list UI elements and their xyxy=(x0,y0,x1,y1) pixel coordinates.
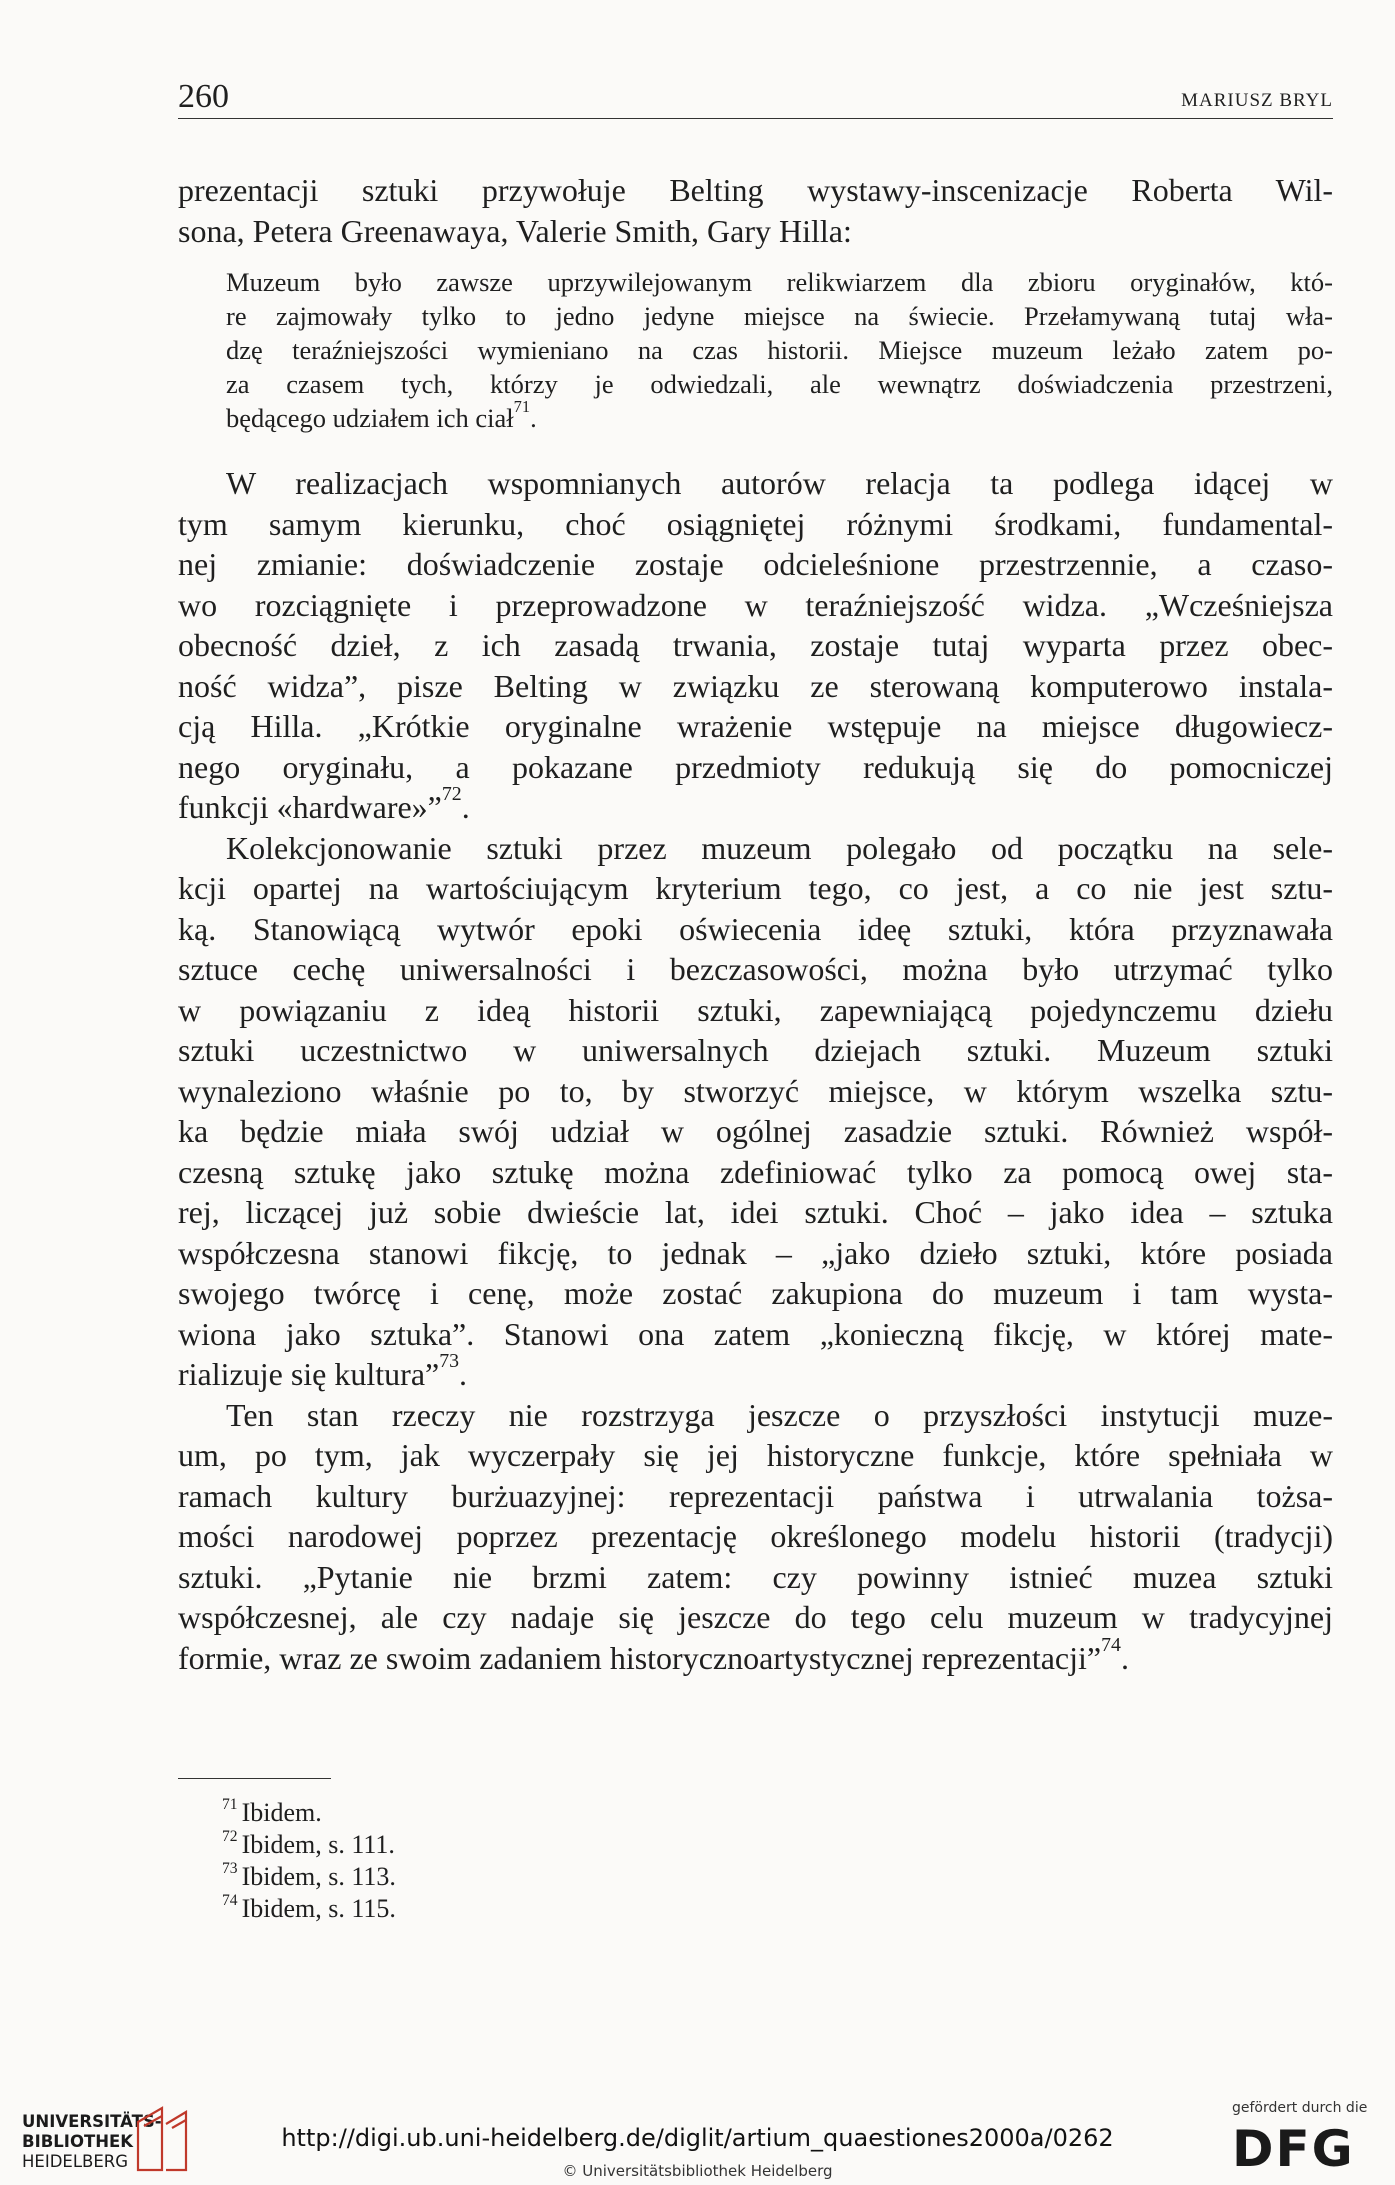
text-line xyxy=(178,783,1333,828)
text-line: ność widza”, pisze Belting w związku ze sterowaną komputerowo instala- xyxy=(178,667,1333,704)
funding-caption: gefördert durch die xyxy=(1232,2100,1368,2116)
footnote-text: Ibidem, s. 113. xyxy=(241,1862,396,1891)
source-url-link[interactable]: http://digi.ub.uni-heidelberg.de/diglit/artium_quaestiones2000a/0262 xyxy=(281,2124,1114,2152)
copyright-notice: © Universitätsbibliothek Heidelberg xyxy=(562,2162,833,2180)
text-line: obecność dzieł, z ich zasadą trwania, zostaje tutaj wyparta przez obec- xyxy=(178,627,1333,663)
para2-trail: . xyxy=(459,1356,468,1392)
para3-trail: . xyxy=(1120,1639,1129,1676)
footnote-text: Ibidem, s. 111. xyxy=(241,1830,395,1859)
footnote-rule xyxy=(178,1778,331,1779)
text-line xyxy=(178,1633,1333,1679)
quote-line: za czasem tych, którzy je odwiedzali, ale wewnątrz doświadczenia przestrzeni, xyxy=(226,369,1333,399)
footnote-ref: 74 xyxy=(1101,1633,1121,1656)
text-line: nej zmianie: doświadczenie zostaje odcieleśnione przestrzennie, a czaso- xyxy=(178,546,1333,582)
text-line: tym samym kierunku, choć osiągniętej różnymi środkami, fundamental- xyxy=(178,505,1333,542)
digitization-footer xyxy=(0,2068,1395,2185)
text-line: sona, Petera Greenawaya, Valerie Smith, Gary Hilla: xyxy=(178,212,852,249)
para1-trail: . xyxy=(461,789,470,825)
quote-line: re zajmowały tylko to jedno jedyne miejsce na świecie. Przełamywaną tutaj wła- xyxy=(226,301,1333,331)
text-line: sztuce cechę uniwersalności i bezczasowości, można było utrzymać tylko xyxy=(178,951,1333,987)
block-quote xyxy=(226,265,1333,435)
text-line: um, po tym, jak wyczerpały się jej historyczne funkcje, które spełniała w xyxy=(178,1437,1333,1473)
text-line: Kolekcjonowanie sztuki przez muzeum polegało od początku na sele- xyxy=(226,829,1333,866)
dfg-logo-text: DFG xyxy=(1232,2122,1355,2172)
footnote xyxy=(222,1861,778,1893)
footnotes xyxy=(178,1778,778,1925)
quote-line xyxy=(226,397,1333,435)
footnote-text: Ibidem. xyxy=(241,1798,322,1827)
footnote xyxy=(222,1829,778,1861)
footnote-ref: 71 xyxy=(513,397,531,417)
text-line: nego oryginału, a pokazane przedmioty redukują się do pomocniczej xyxy=(178,748,1333,785)
text-line: ramach kultury burżuazyjnej: reprezentacji państwa i utrwalania tożsa- xyxy=(178,1477,1333,1514)
footnote-text: Ibidem, s. 115. xyxy=(241,1894,396,1923)
library-city: HEIDELBERG xyxy=(22,2152,129,2171)
para2-last-text: rializuje się kultura” xyxy=(178,1356,440,1392)
text-line: wiona jako sztuka”. Stanowi ona zatem „konieczną fikcję, w której mate- xyxy=(178,1315,1333,1352)
text-line: współczesnej, ale czy nadaje się jeszcze do tego celu muzeum w tradycyjnej xyxy=(178,1599,1333,1635)
footnote xyxy=(222,1797,778,1829)
footnote-number: 71 xyxy=(222,1795,238,1813)
text-line: mości narodowej poprzez prezentację określonego modelu historii (tradycji) xyxy=(178,1518,1333,1554)
text-line: Ten stan rzeczy nie rozstrzyga jeszcze o przyszłości instytucji muze- xyxy=(226,1396,1333,1433)
footnote-ref: 72 xyxy=(441,783,462,806)
page-number: 260 xyxy=(178,78,229,115)
footnote xyxy=(222,1893,778,1925)
text-line: ka będzie miała swój udział w ogólnej zasadzie sztuki. Również współ- xyxy=(178,1113,1333,1149)
footnote-ref: 73 xyxy=(439,1350,460,1373)
text-line: w powiązaniu z ideą historii sztuki, zapewniającą pojedynczemu dziełu xyxy=(178,991,1333,1028)
paragraph-2 xyxy=(178,828,1333,1395)
quote-line: dzę teraźniejszości wymieniano na czas historii. Miejsce muzeum leżało zatem po- xyxy=(226,335,1333,365)
quote-line: Muzeum było zawsze uprzywilejowanym relikwiarzem dla zbioru oryginałów, któ- xyxy=(226,267,1333,297)
text-line: prezentacji sztuki przywołuje Belting wystawy-inscenizacje Roberta Wil- xyxy=(178,172,1333,208)
para1-last-text: funkcji «hardware»” xyxy=(178,789,442,825)
para3-last-text: formie, wraz ze swoim zadaniem historycznoartystycznej reprezentacji” xyxy=(178,1639,1102,1676)
paragraph-3 xyxy=(178,1395,1333,1679)
text-line: czesną sztukę jako sztukę można zdefiniować tylko za pomocą owej sta- xyxy=(178,1153,1333,1190)
running-head: MARIUSZ BRYL xyxy=(1181,90,1333,111)
text-line xyxy=(178,1350,1333,1395)
library-name-line: BIBLIOTHEK xyxy=(22,2132,134,2151)
footnote-number: 74 xyxy=(222,1891,238,1909)
text-line: rej, liczącej już sobie dwieście lat, idei sztuki. Choć – jako idea – sztuka xyxy=(178,1194,1333,1230)
text-line: cją Hilla. „Krótkie oryginalne wrażenie wstępuje na miejsce długowiecz- xyxy=(178,708,1333,744)
text-line: sztuki. „Pytanie nie brzmi zatem: czy powinny istnieć muzea sztuki xyxy=(178,1558,1333,1595)
paragraph-1 xyxy=(178,463,1333,828)
quote-trail: . xyxy=(530,403,537,433)
text-line: wo rozciągnięte i przeprowadzone w teraźniejszość widza. „Wcześniejsza xyxy=(178,586,1333,623)
text-line: swojego twórcę i cenę, może zostać zakupiona do muzeum i tam wysta- xyxy=(178,1275,1333,1311)
footnote-number: 73 xyxy=(222,1859,238,1877)
text-line: sztuki uczestnictwo w uniwersalnych dziejach sztuki. Muzeum sztuki xyxy=(178,1032,1333,1068)
text-line: kcji opartej na wartościującym kryterium tego, co jest, a co nie jest sztu- xyxy=(178,870,1333,906)
body-text xyxy=(178,170,1333,1678)
dfg-logo xyxy=(1232,2122,1362,2172)
footnote-number: 72 xyxy=(222,1827,238,1845)
quote-last-text: będącego udziałem ich ciał xyxy=(226,403,514,433)
text-line: W realizacjach wspomnianych autorów relacja ta podlega idącej w xyxy=(226,465,1333,501)
header-rule xyxy=(178,118,1333,119)
library-name-line: UNIVERSITÄTS- xyxy=(22,2112,162,2131)
page-header xyxy=(178,78,1333,122)
text-line: ką. Stanowiącą wytwór epoki oświecenia ideę sztuki, która przyznawała xyxy=(178,910,1333,947)
text-line: wynaleziono właśnie po to, by stworzyć miejsce, w którym wszelka sztu- xyxy=(178,1072,1333,1109)
intro-paragraph xyxy=(178,170,1333,251)
text-line: współczesna stanowi fikcję, to jednak – „jako dzieło sztuki, które posiada xyxy=(178,1234,1333,1271)
